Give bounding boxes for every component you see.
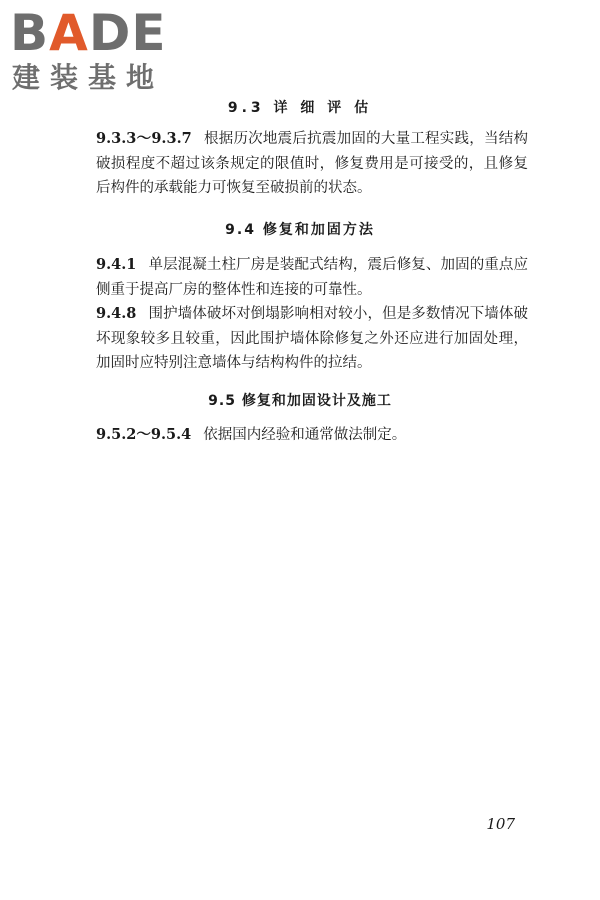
brand-logo xyxy=(10,6,180,96)
clause-9-4-1 xyxy=(96,253,528,302)
clause-number: 9.5.2～9.5.4 xyxy=(96,426,192,443)
clause-text: 依据国内经验和通常做法制定。 xyxy=(203,427,407,443)
logo-subtitle: 建装基地 xyxy=(12,61,165,94)
clause-text: 单层混凝土柱厂房是装配式结构，震后修复、加固的重点应侧重于提高厂房的整体性和连接的可靠性。 xyxy=(96,257,528,298)
clause-9-4-8 xyxy=(96,302,528,376)
clause-number: 9.4.8 xyxy=(96,305,137,322)
section-heading-9-5: 9.5 修复和加固设计及施工 xyxy=(208,393,392,409)
section-heading-9-4: 9.4 修复和加固方法 xyxy=(225,222,375,238)
clause-9-5-2 xyxy=(96,423,528,448)
page-number: 107 xyxy=(486,815,515,833)
clause-9-3-3 xyxy=(96,127,528,201)
clause-text: 根据历次地震后抗震加固的大量工程实践，当结构破损程度不超过该条规定的限值时，修复费用是可接受的，且修复后构件的承载能力可恢复至破损前的状态。 xyxy=(96,131,529,196)
logo-wordmark: BADE xyxy=(10,4,167,62)
section-heading-9-3: 9.3 详 细 评 估 xyxy=(227,100,373,116)
clause-text: 围护墙体破坏对倒塌影响相对较小，但是多数情况下墙体破坏现象较多且较重，因此围护墙体除修复之外还应进行加固处理，加固时应特别注意墙体与结构构件的拉结。 xyxy=(96,306,528,371)
clause-number: 9.3.3～9.3.7 xyxy=(96,130,192,147)
clause-number: 9.4.1 xyxy=(96,256,137,273)
